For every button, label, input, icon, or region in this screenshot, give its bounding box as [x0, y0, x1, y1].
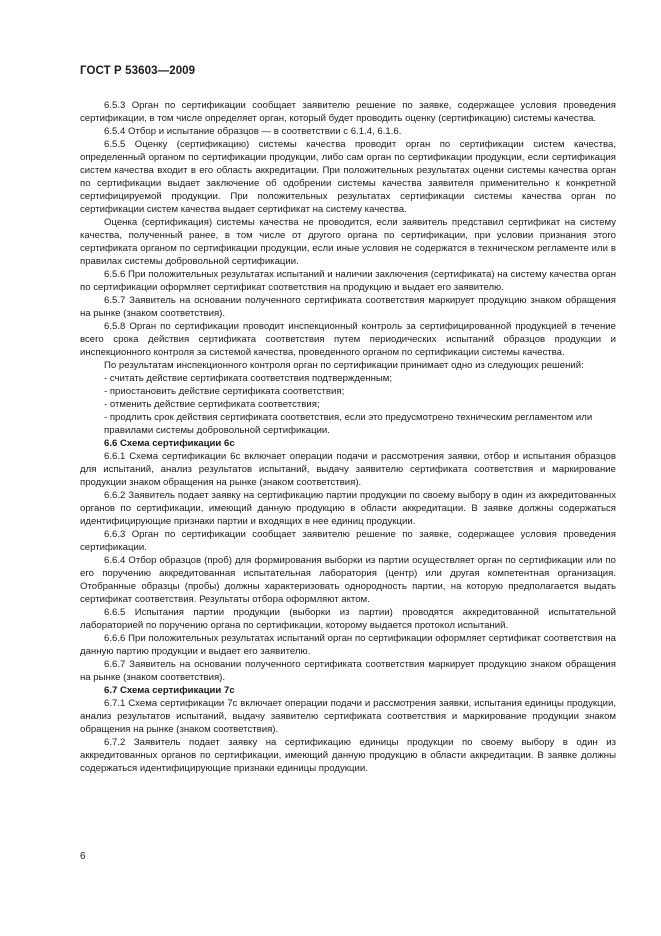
paragraph: 6.6.6 При положительных результатах испытаний орган по сертификации оформляет сертификат соответствия на данную партию продукции и выдает его заявителю.: [80, 633, 616, 657]
document-header: ГОСТ Р 53603—2009: [80, 65, 196, 77]
paragraph: 6.5.8 Орган по сертификации проводит инспекционный контроль за сертифицированной продукцией в течение всего срока действия сертификата соответствия путем периодических испытаний образцов продукции и инспекционного контроля за системой качества, проведенного органом по сертификации системы качества.: [80, 321, 616, 358]
paragraph: 6.5.3 Орган по сертификации сообщает заявителю решение по заявке, содержащее условия проведения сертификации, в том числе определяет орган, который будет проводить оценку (сертификацию) системы качества.: [80, 100, 616, 124]
paragraph: Оценка (сертификация) системы качества не проводится, если заявитель представил сертификат на систему качества, полученный ранее, в том числе от другого органа по сертификации, при условии признания этого сертификата органом по сертификации продукции, если иные условия не содержатся в техническом регламенте или в правилах системы добровольной сертификации.: [80, 217, 616, 267]
paragraph: По результатам инспекционного контроля орган по сертификации принимает одно из следующих решений:: [104, 360, 584, 371]
decision-list-item: - отменить действие сертификата соответствия;: [104, 399, 320, 410]
section-heading: 6.7 Схема сертификации 7с: [104, 685, 235, 696]
paragraph: 6.6.2 Заявитель подает заявку на сертификацию партии продукции по своему выбору в один из аккредитованных органов по сертификации, имеющий данную продукцию в области аккредитации. В заявке должны содержаться идентифицирующие признаки партии и входящих в нее единиц продукции.: [80, 490, 616, 527]
document-body: [80, 99, 616, 775]
paragraph: 6.5.4 Отбор и испытание образцов — в соответствии с 6.1.4, 6.1.6.: [104, 126, 402, 137]
paragraph: 6.7.1 Схема сертификации 7с включает операции подачи и рассмотрения заявки, испытания единицы продукции, анализ результатов испытаний, выдачу заявителю сертификата соответствия и маркирование продукции знаком обращения на рынке (знаком соответствия).: [80, 698, 616, 735]
page-number: 6: [80, 851, 86, 862]
paragraph: 6.5.6 При положительных результатах испытаний и наличии заключения (сертификата) на систему качества орган по сертификации оформляет сертификат соответствия на продукцию и выдает его заявителю.: [80, 269, 616, 293]
paragraph: 6.5.7 Заявитель на основании полученного сертификата соответствия маркирует продукцию знаком обращения на рынке (знаком соответствия).: [80, 295, 616, 319]
section-heading: 6.6 Схема сертификации 6с: [104, 438, 235, 449]
decision-list-item: - продлить срок действия сертификата соответствия, если это предусмотрено техническим регламентом или правилами системы добровольной сертификации.: [104, 412, 593, 436]
paragraph: 6.6.3 Орган по сертификации сообщает заявителю решение по заявке, содержащее условия проведения сертификации.: [80, 529, 616, 553]
decision-list-item: - приостановить действие сертификата соответствия;: [104, 386, 345, 397]
paragraph: 6.6.5 Испытания партии продукции (выборки из партии) проводятся аккредитованной испытательной лабораторией по поручению органа по сертификации, которому выдается протокол испытаний.: [80, 607, 616, 631]
paragraph: 6.6.7 Заявитель на основании полученного сертификата соответствия маркирует продукцию знаком обращения на рынке (знаком соответствия).: [80, 659, 616, 683]
paragraph: 6.6.1 Схема сертификации 6с включает операции подачи и рассмотрения заявки, отбор и испытания образцов для испытаний, анализ результатов испытаний, выдачу заявителю сертификата соответствия и маркирование продукции знаком обращения на рынке (знаком соответствия).: [80, 451, 616, 488]
decision-list-item: - считать действие сертификата соответствия подтвержденным;: [104, 373, 393, 384]
paragraph: 6.5.5 Оценку (сертификацию) системы качества проводит орган по сертификации систем качества, определенный органом по сертификации продукции, либо сам орган по сертификации продукции, если сертификация систем качества входит в его область аккредитации. При положительных результатах оценки системы качества орган по сертификации выдает заключение об одобрении системы качества заявителя применительно к конкретной сертифицируемой продукции. При положительных результатах сертификации системы качества орган по сертификации систем качества выдает сертификат на систему качества.: [80, 139, 616, 215]
paragraph: 6.6.4 Отбор образцов (проб) для формирования выборки из партии осуществляет орган по сертификации или по его поручению аккредитованная испытательная лаборатория (центр) или другая компетентная организация. Отобранные образцы (пробы) должны характеризовать однородность партии, на которую предполагается выдать сертификат соответствия. Результаты отбора оформляют актом.: [80, 555, 616, 605]
paragraph: 6.7.2 Заявитель подает заявку на сертификацию единицы продукции по своему выбору в один из аккредитованных органов по сертификации, имеющий данную продукцию в области аккредитации. В заявке должны содержаться идентифицирующие признаки единицы продукции.: [80, 737, 616, 774]
